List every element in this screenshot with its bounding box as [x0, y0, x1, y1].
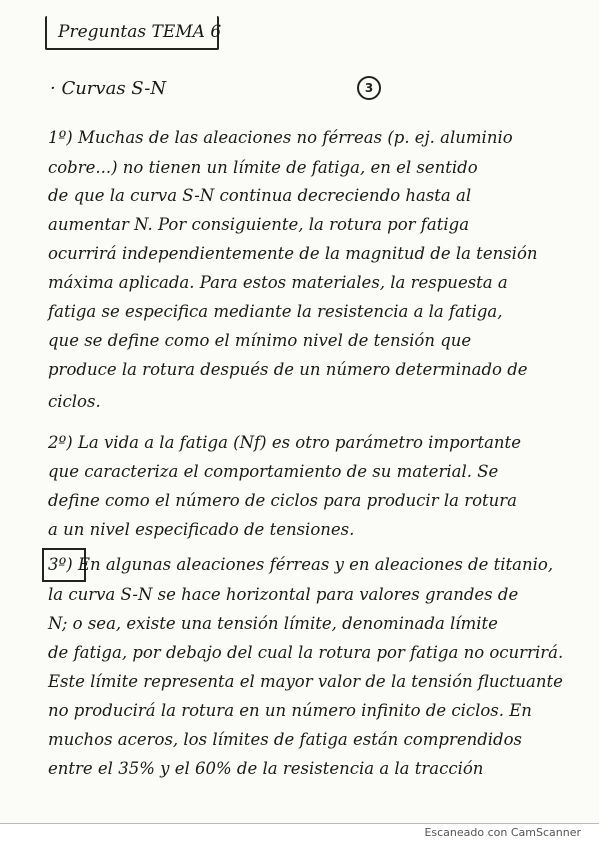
text-line: fatiga se especifica mediante la resistencia a la fatiga,	[48, 302, 503, 321]
text-line: la curva S-N se hace horizontal para valores grandes de	[48, 585, 519, 604]
text-line: cobre...) no tienen un límite de fatiga, en el sentido	[48, 158, 478, 177]
text-line: 3º) En algunas aleaciones férreas y en aleaciones de titanio,	[48, 555, 554, 574]
page-title: Preguntas TEMA 6	[58, 22, 222, 42]
text-line: produce la rotura después de un número determinado de	[48, 360, 528, 379]
scanner-watermark: Escaneado con CamScanner	[424, 826, 581, 839]
text-line: Este límite representa el mayor valor de la tensión fluctuante	[48, 672, 563, 691]
text-line: 1º) Muchas de las aleaciones no férreas (p. ej. aluminio	[48, 128, 513, 147]
text-line: aumentar N. Por consiguiente, la rotura por fatiga	[48, 215, 470, 234]
text-line: 2º) La vida a la fatiga (Nf) es otro parámetro importante	[48, 433, 521, 452]
text-line: a un nivel especificado de tensiones.	[48, 520, 355, 539]
text-line: muchos aceros, los límites de fatiga están comprendidos	[48, 730, 523, 749]
text-line: no producirá la rotura en un número infinito de ciclos. En	[48, 701, 532, 720]
text-line: ciclos.	[48, 392, 101, 411]
text-line: de que la curva S-N continua decreciendo hasta al	[48, 186, 472, 205]
circled-mark: 3	[357, 76, 381, 100]
text-line: máxima aplicada. Para estos materiales, la respuesta a	[48, 273, 508, 292]
text-line: ocurrirá independientemente de la magnitud de la tensión	[48, 244, 538, 263]
page-edge	[0, 823, 599, 824]
text-line: N; o sea, existe una tensión límite, denominada límite	[48, 614, 498, 633]
text-line: entre el 35% y el 60% de la resistencia a la tracción	[48, 759, 484, 778]
text-line: de fatiga, por debajo del cual la rotura por fatiga no ocurrirá.	[48, 643, 564, 662]
text-line: define como el número de ciclos para producir la rotura	[48, 491, 517, 510]
text-line: que caracteriza el comportamiento de su material. Se	[48, 462, 499, 481]
text-line: que se define como el mínimo nivel de tensión que	[48, 331, 472, 350]
section-heading: · Curvas S-N	[50, 78, 167, 99]
